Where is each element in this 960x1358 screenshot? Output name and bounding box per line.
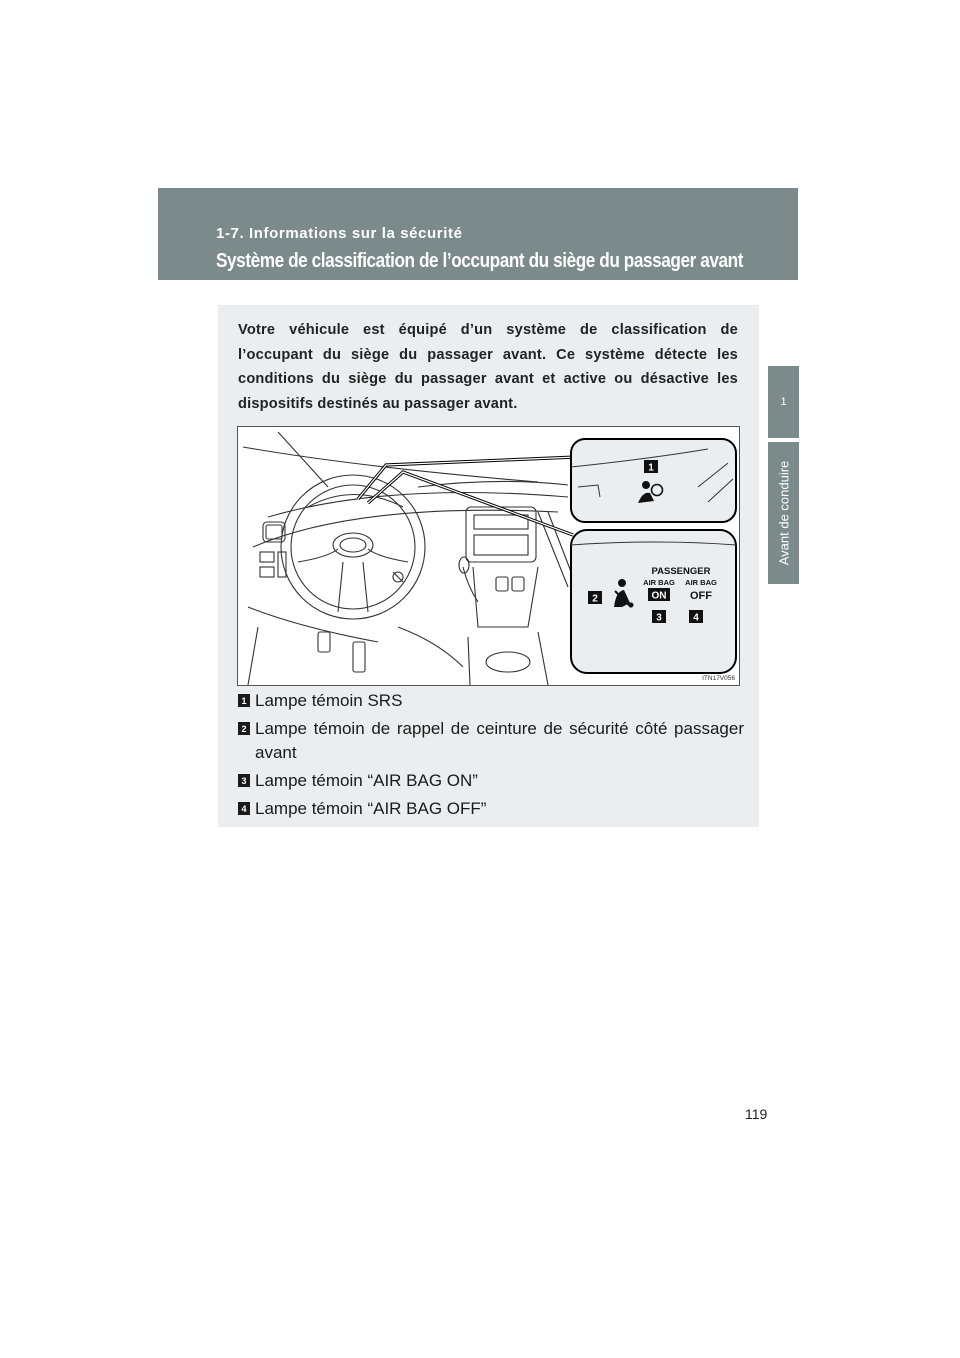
chapter-tab: [768, 442, 799, 584]
legend-marker: 3: [238, 774, 250, 787]
airbag-on-caption: AIR BAG: [643, 578, 675, 587]
legend-text: Lampe témoin “AIR BAG OFF”: [255, 799, 487, 818]
airbag-off-state: OFF: [690, 590, 712, 602]
legend-text: Lampe témoin de rappel de ceinture de sécurité côté passager avant: [255, 719, 744, 762]
airbag-on-state: ON: [651, 590, 667, 602]
figure-code: ITN17V056: [702, 675, 735, 682]
dashboard-drawing: [238, 427, 740, 686]
legend-list: [238, 689, 744, 825]
list-item: [238, 717, 744, 765]
legend-marker: 2: [238, 722, 250, 735]
intro-paragraph: Votre véhicule est équipé d’un système de classification de l’occupant du siège du passager avant. Ce système détecte les conditions du siège du passager avant et active ou désactive les dispositifs destinés au passager avant.: [238, 322, 738, 412]
airbag-off-caption: AIR BAG: [685, 578, 717, 587]
chapter-tab-label: Avant de conduire: [776, 460, 791, 566]
list-item: [238, 769, 744, 793]
page-number: 119: [745, 1106, 768, 1122]
legend-marker: 4: [238, 802, 250, 815]
legend-text: Lampe témoin SRS: [255, 691, 403, 710]
chapter-tab-number: 1: [768, 366, 799, 438]
callout-4-label: 4: [693, 612, 699, 624]
passenger-panel-title: PASSENGER: [651, 566, 711, 577]
callout-3-label: 3: [656, 612, 662, 624]
legend-text: Lampe témoin “AIR BAG ON”: [255, 771, 478, 790]
dashboard-illustration: [237, 426, 740, 686]
list-item: [238, 689, 744, 713]
legend-marker: 1: [238, 694, 250, 707]
page-title: Système de classification de l’occupant du siège du passager avant: [216, 250, 743, 272]
callout-2-label: 2: [592, 593, 598, 605]
section-label: 1-7. Informations sur la sécurité: [216, 225, 463, 242]
list-item: [238, 797, 744, 821]
callout-1-label: 1: [648, 462, 654, 474]
